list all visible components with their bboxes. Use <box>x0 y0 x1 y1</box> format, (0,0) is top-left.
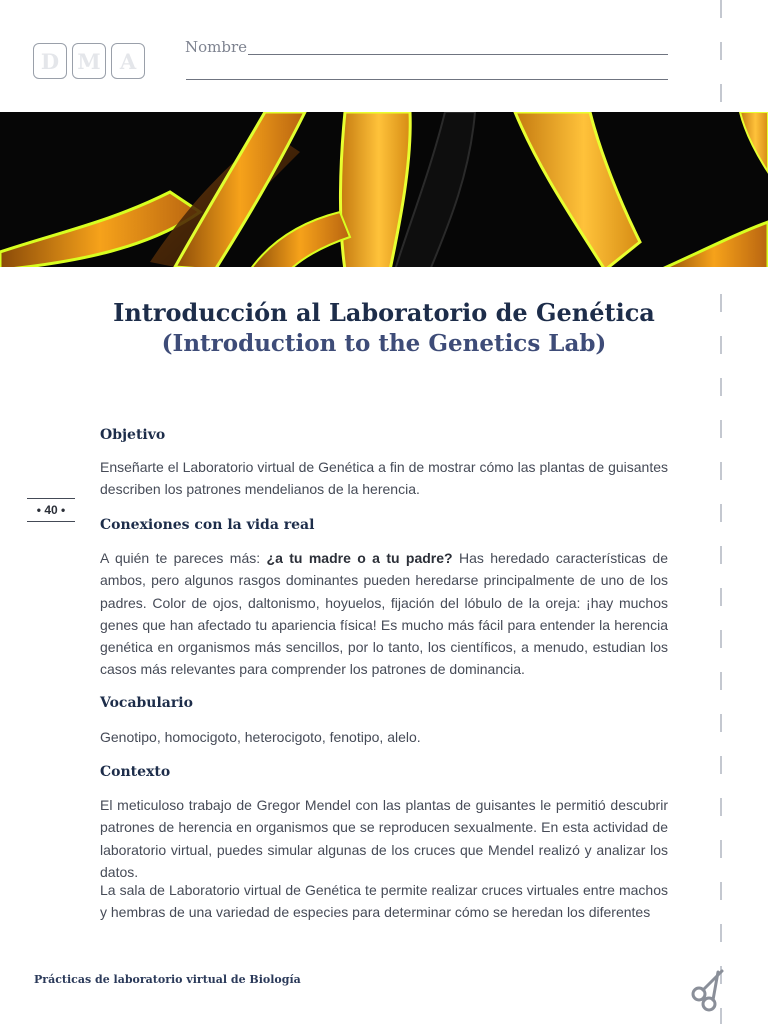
cut-line-dash <box>720 840 722 858</box>
cut-line-dash <box>720 798 722 816</box>
heading-objetivo: Objetivo <box>100 427 166 443</box>
heading-contexto: Contexto <box>100 764 171 780</box>
badge-a: A <box>111 43 145 79</box>
cut-line-dash <box>720 672 722 690</box>
cut-line-dash <box>720 630 722 648</box>
vocabulario-text: Genotipo, homocigoto, heterocigoto, fenotipo, alelo. <box>100 729 421 745</box>
cut-line-dash <box>720 714 722 732</box>
badge-m: M <box>72 43 106 79</box>
cut-line-dash <box>720 504 722 522</box>
cut-line-dash <box>720 882 722 900</box>
name-field-line[interactable] <box>248 54 668 55</box>
contexto-text-2: La sala de Laboratorio virtual de Genética te permite realizar cruces virtuales entre machos y hembras de una variedad de especies para determinar cómo se heredan los diferentes <box>100 882 668 921</box>
conexiones-text-start: A quién te pareces más: <box>100 550 267 566</box>
cut-line-dash <box>720 84 722 102</box>
chromosome-banner-image <box>0 112 768 267</box>
heading-conexiones: Conexiones con la vida real <box>100 517 315 533</box>
dma-logo <box>33 43 145 79</box>
cut-line-dash <box>720 420 722 438</box>
cut-line-dash <box>720 588 722 606</box>
name-label: Nombre <box>185 38 248 56</box>
badge-d: D <box>33 43 67 79</box>
cut-line-dash <box>720 924 722 942</box>
footer-title: Prácticas de laboratorio virtual de Biología <box>34 973 301 986</box>
page-subtitle: (Introduction to the Genetics Lab) <box>161 330 607 357</box>
cut-line-dash <box>720 378 722 396</box>
cut-line-dash <box>720 0 722 18</box>
page-title: Introducción al Laboratorio de Genética <box>113 298 655 327</box>
name-field-line-2[interactable] <box>186 79 668 80</box>
page-number: • 40 • <box>27 498 75 522</box>
contexto-text-1: El meticuloso trabajo de Gregor Mendel con las plantas de guisantes le permitió descubrir patrones de herencia en organismos que se reproducen sexualmente. En esta actividad de laboratorio virtual, puedes simular algunas de los cruces que Mendel realizó y analizar los datos. <box>100 797 668 880</box>
conexiones-question: ¿a tu madre o a tu padre? <box>266 550 453 566</box>
scissors-icon <box>688 966 728 1016</box>
conexiones-text <box>100 547 668 681</box>
cut-line-dash <box>720 756 722 774</box>
conexiones-text-end: Has heredado características de ambos, pero algunos rasgos dominantes pueden heredarse principalmente de uno de los padres. Color de ojos, daltonismo, hoyuelos, fijación del lóbulo de la oreja: ¡hay muchos genes que han afectado tu apariencia física! Es mucho más fácil para entender la herencia genética en organismos más sencillos, por lo tanto, los científicos, a menudo, estudian los casos más relevantes para comprender los patrones de dominancia. <box>100 550 668 678</box>
objetivo-text: Enseñarte el Laboratorio virtual de Genética a fin de mostrar cómo las plantas de guisantes describen los patrones mendelianos de la herencia. <box>100 459 668 498</box>
heading-vocabulario: Vocabulario <box>100 695 193 711</box>
cut-line-dash <box>720 546 722 564</box>
cut-line-dash <box>720 462 722 480</box>
cut-line-dash <box>720 42 722 60</box>
